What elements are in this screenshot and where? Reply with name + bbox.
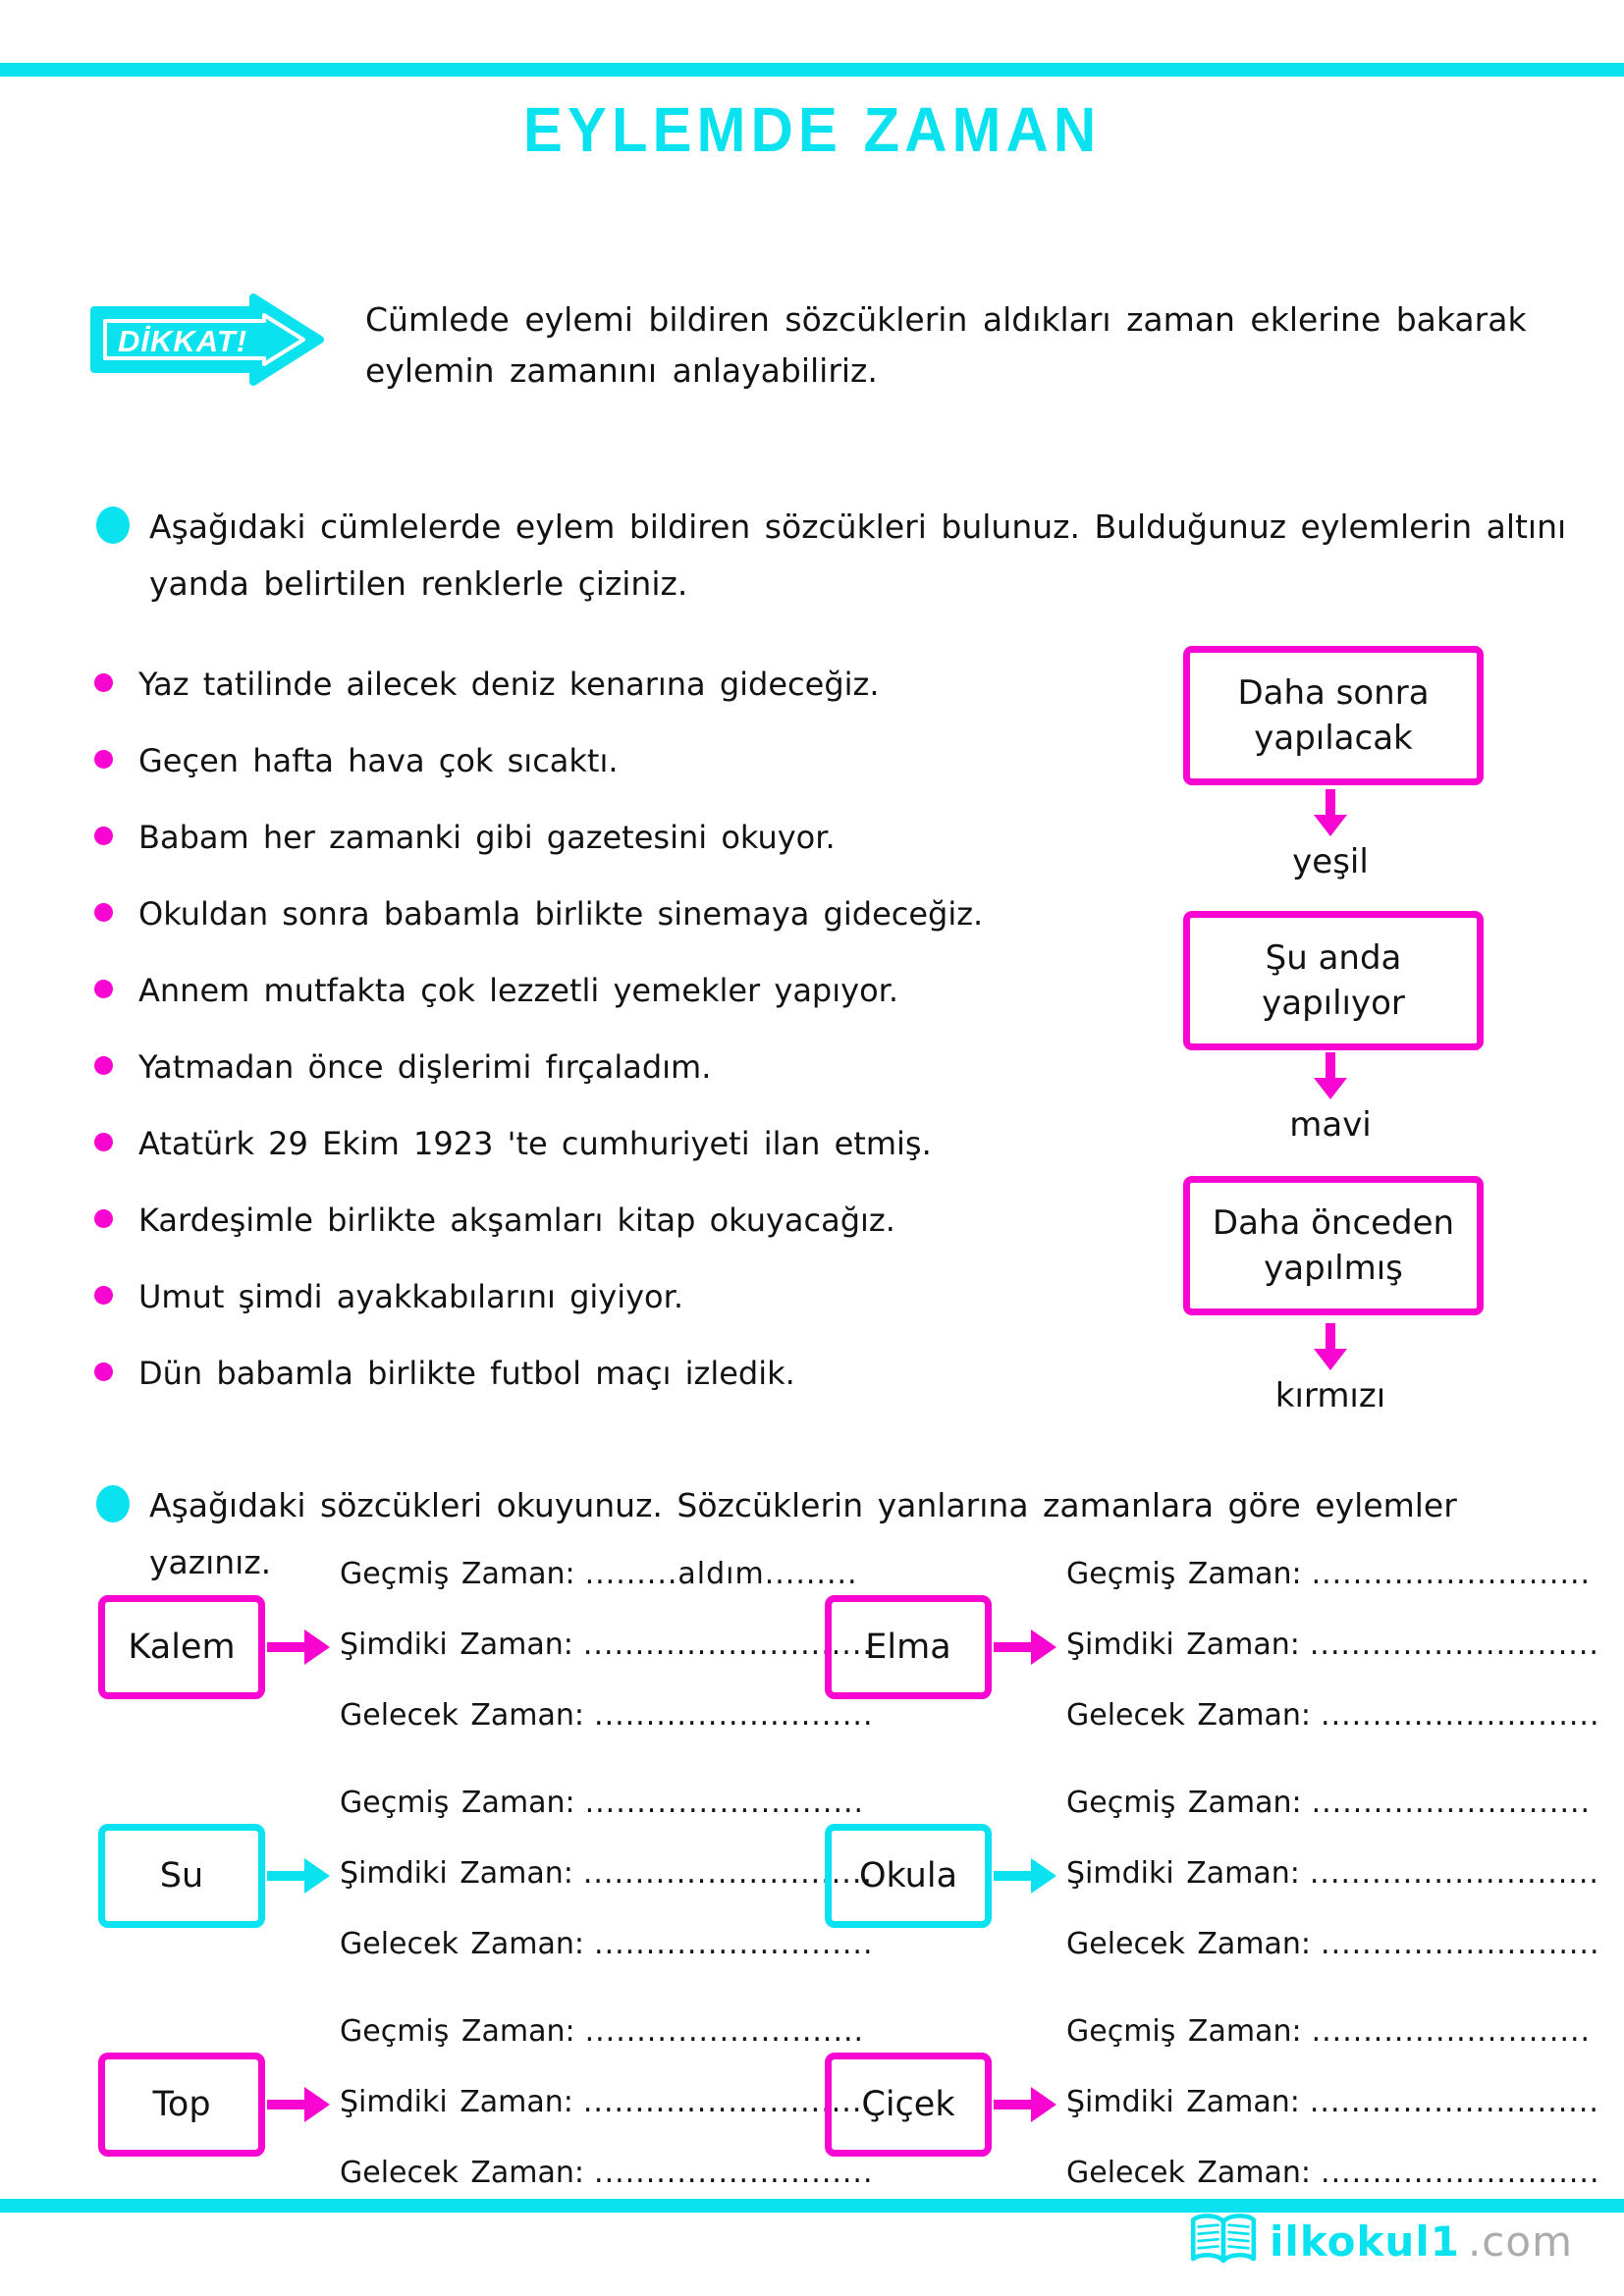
tense-row-future [1066, 2155, 1600, 2192]
right-arrow-icon [267, 1854, 330, 1897]
tense-label: Geçmiş Zaman: [340, 2014, 575, 2049]
tense-label: Gelecek Zaman: [1066, 1698, 1312, 1733]
legend-color-word: kırmızı [1274, 1376, 1386, 1415]
legend-box-past [1183, 1176, 1484, 1315]
sentence-text: Umut şimdi ayakkabılarını giyiyor. [138, 1278, 683, 1315]
exercise1-instruction: Aşağıdaki cümlelerde eylem bildiren sözcükleri bulunuz. Bulduğunuz eylemlerin altını yanda belirtilen renklerle çiziniz. [149, 507, 1567, 603]
tense-label: Geçmiş Zaman: [340, 1557, 575, 1591]
legend-box-label: Şu anda yapılıyor [1262, 938, 1405, 1023]
sentence-item [94, 1123, 932, 1164]
answer-line: ............................ [582, 1856, 873, 1891]
answer-line: ........................... [1311, 1786, 1592, 1820]
word-card-kalem [98, 1556, 874, 1742]
word-label: Su [159, 1856, 204, 1896]
word-card-top [98, 2013, 874, 2200]
sentence-item [94, 664, 879, 705]
tense-row-present [340, 1855, 873, 1893]
legend-box-future [1183, 646, 1484, 785]
word-label: Okula [858, 1856, 958, 1896]
tense-label: Şimdiki Zaman: [340, 1628, 573, 1662]
answer-line: ........................... [584, 1786, 865, 1820]
magenta-bullet-icon [94, 1362, 113, 1381]
tense-row-present [1066, 1855, 1599, 1893]
legend-box-label: Daha önceden yapılmış [1212, 1203, 1455, 1288]
sentence-item [94, 1200, 895, 1241]
answer-line: ........................... [1311, 1557, 1592, 1591]
word-card-su [98, 1785, 874, 1971]
right-arrow-icon [267, 1626, 330, 1669]
attention-text: Cümlede eylemi bildiren sözcüklerin aldıkları zaman eklerine bakarak eylemin zamanını anlayabiliriz. [365, 300, 1527, 390]
right-arrow-icon [994, 1854, 1056, 1897]
word-box [98, 2053, 265, 2157]
right-arrow-icon [994, 1626, 1056, 1669]
answer-line: ............................ [582, 2085, 873, 2119]
tense-row-past [340, 1556, 858, 1593]
word-label: Çiçek [861, 2085, 955, 2124]
attention-badge-label: DİKKAT! [117, 324, 248, 358]
answer-line: ........................... [1311, 2014, 1592, 2049]
magenta-bullet-icon [94, 980, 113, 998]
word-box [825, 2053, 992, 2157]
tense-label: Şimdiki Zaman: [1066, 2085, 1300, 2119]
answer-line: ............................ [1309, 1856, 1599, 1891]
top-divider-bar [0, 63, 1624, 77]
answer-line: ............................ [1309, 1628, 1599, 1662]
word-card-elma [825, 1556, 1600, 1742]
right-arrow-icon [267, 2083, 330, 2126]
sentence-item [94, 1353, 795, 1394]
down-arrow-icon [1311, 789, 1350, 836]
sentence-item [94, 970, 898, 1011]
bottom-divider-bar [0, 2199, 1624, 2213]
down-arrow-icon [1311, 1323, 1350, 1370]
right-arrow-icon [994, 2083, 1056, 2126]
magenta-bullet-icon [94, 673, 113, 692]
tense-label: Gelecek Zaman: [1066, 1927, 1312, 1961]
sentence-text: Babam her zamanki gibi gazetesini okuyor. [138, 819, 836, 856]
answer-line: ........................... [1321, 1698, 1600, 1733]
tense-row-past [340, 1785, 864, 1822]
answer-line: ........................... [584, 2014, 865, 2049]
legend-box-present [1183, 911, 1484, 1050]
brand-name: ilkokul1 [1270, 2216, 1460, 2266]
sentence-text: Annem mutfakta çok lezzetli yemekler yapıyor. [138, 972, 899, 1009]
page-title: EYLEMDE ZAMAN [522, 94, 1102, 166]
answer-line: ............................ [582, 1628, 873, 1662]
tense-row-present [1066, 2084, 1599, 2121]
sentence-text: Yaz tatilinde ailecek deniz kenarına gideceğiz. [138, 666, 880, 703]
tense-label: Gelecek Zaman: [340, 1927, 585, 1961]
word-label: Kalem [128, 1628, 236, 1667]
sentence-item [94, 1046, 711, 1088]
tense-row-present [1066, 1627, 1599, 1664]
word-card-okula [825, 1785, 1600, 1971]
exercise2-instruction: Aşağıdaki sözcükleri okuyunuz. Sözcüklerin yanlarına zamanlara göre eylemler yazınız. [149, 1486, 1457, 1581]
sentence-text: Geçen hafta hava çok sıcaktı. [138, 742, 619, 779]
tense-row-future [1066, 1697, 1600, 1735]
tense-label: Geçmiş Zaman: [1066, 2014, 1302, 2049]
tense-row-future [1066, 1926, 1600, 1963]
legend-color-word: mavi [1289, 1105, 1372, 1145]
answer-line: ............................ [1309, 2085, 1599, 2119]
tense-label: Gelecek Zaman: [340, 1698, 585, 1733]
site-logo [1185, 2213, 1573, 2269]
word-label: Top [152, 2085, 211, 2124]
tense-label: Geçmiş Zaman: [1066, 1786, 1302, 1820]
tense-row-past [1066, 1785, 1591, 1822]
magenta-bullet-icon [94, 1286, 113, 1305]
tense-row-present [340, 2084, 873, 2121]
magenta-bullet-icon [94, 1209, 113, 1228]
sentence-item [94, 817, 836, 858]
word-box [825, 1824, 992, 1928]
sentence-text: Yatmadan önce dişlerimi fırçaladım. [138, 1048, 712, 1086]
exercise1-header [96, 499, 1569, 613]
magenta-bullet-icon [94, 903, 113, 922]
time-legend [1183, 646, 1478, 1441]
tense-row-present [340, 1627, 873, 1664]
tense-row-past [340, 2013, 864, 2051]
magenta-bullet-icon [94, 750, 113, 769]
sentence-text: Okuldan sonra babamla birlikte sinemaya gideceğiz. [138, 895, 984, 933]
sentence-text: Dün babamla birlikte futbol maçı izledik. [138, 1355, 795, 1392]
answer-line: ........................... [594, 1927, 874, 1961]
answer-line: ........................... [1321, 1927, 1600, 1961]
answer-line: ........................... [594, 1698, 874, 1733]
tense-label: Şimdiki Zaman: [340, 1856, 573, 1891]
magenta-bullet-icon [94, 1133, 113, 1151]
sentence-item [94, 1276, 683, 1317]
tense-row-future [340, 1697, 874, 1735]
sentence-item [94, 893, 983, 934]
magenta-bullet-icon [94, 1056, 113, 1075]
word-box [98, 1595, 265, 1699]
tense-label: Geçmiş Zaman: [340, 1786, 575, 1820]
answer-line: .........aldım......... [584, 1557, 858, 1591]
cyan-bullet-icon [96, 507, 130, 544]
legend-box-label: Daha sonra yapılacak [1237, 673, 1430, 758]
answer-line: ........................... [1321, 2156, 1600, 2190]
tense-row-past [1066, 1556, 1591, 1593]
word-label: Elma [865, 1628, 951, 1667]
tense-label: Şimdiki Zaman: [1066, 1628, 1300, 1662]
tense-row-future [340, 2155, 874, 2192]
word-box [98, 1824, 265, 1928]
tense-label: Gelecek Zaman: [1066, 2156, 1312, 2190]
magenta-bullet-icon [94, 827, 113, 845]
cyan-bullet-icon [96, 1485, 130, 1522]
tense-row-future [340, 1926, 874, 1963]
sentence-text: Atatürk 29 Ekim 1923 'te cumhuriyeti ilan etmiş. [138, 1125, 932, 1162]
tense-label: Şimdiki Zaman: [340, 2085, 573, 2119]
word-card-cicek [825, 2013, 1600, 2200]
tense-label: Şimdiki Zaman: [1066, 1856, 1300, 1891]
attention-arrow-badge [86, 293, 327, 387]
legend-color-word: yeşil [1292, 842, 1369, 881]
tense-label: Gelecek Zaman: [340, 2156, 585, 2190]
brand-suffix: .com [1467, 2216, 1573, 2266]
tense-row-past [1066, 2013, 1591, 2051]
book-icon [1185, 2213, 1262, 2269]
down-arrow-icon [1311, 1052, 1350, 1099]
answer-line: ........................... [594, 2156, 874, 2190]
sentence-text: Kardeşimle birlikte akşamları kitap okuyacağız. [138, 1201, 895, 1239]
word-box [825, 1595, 992, 1699]
tense-label: Geçmiş Zaman: [1066, 1557, 1302, 1591]
sentence-item [94, 740, 619, 781]
